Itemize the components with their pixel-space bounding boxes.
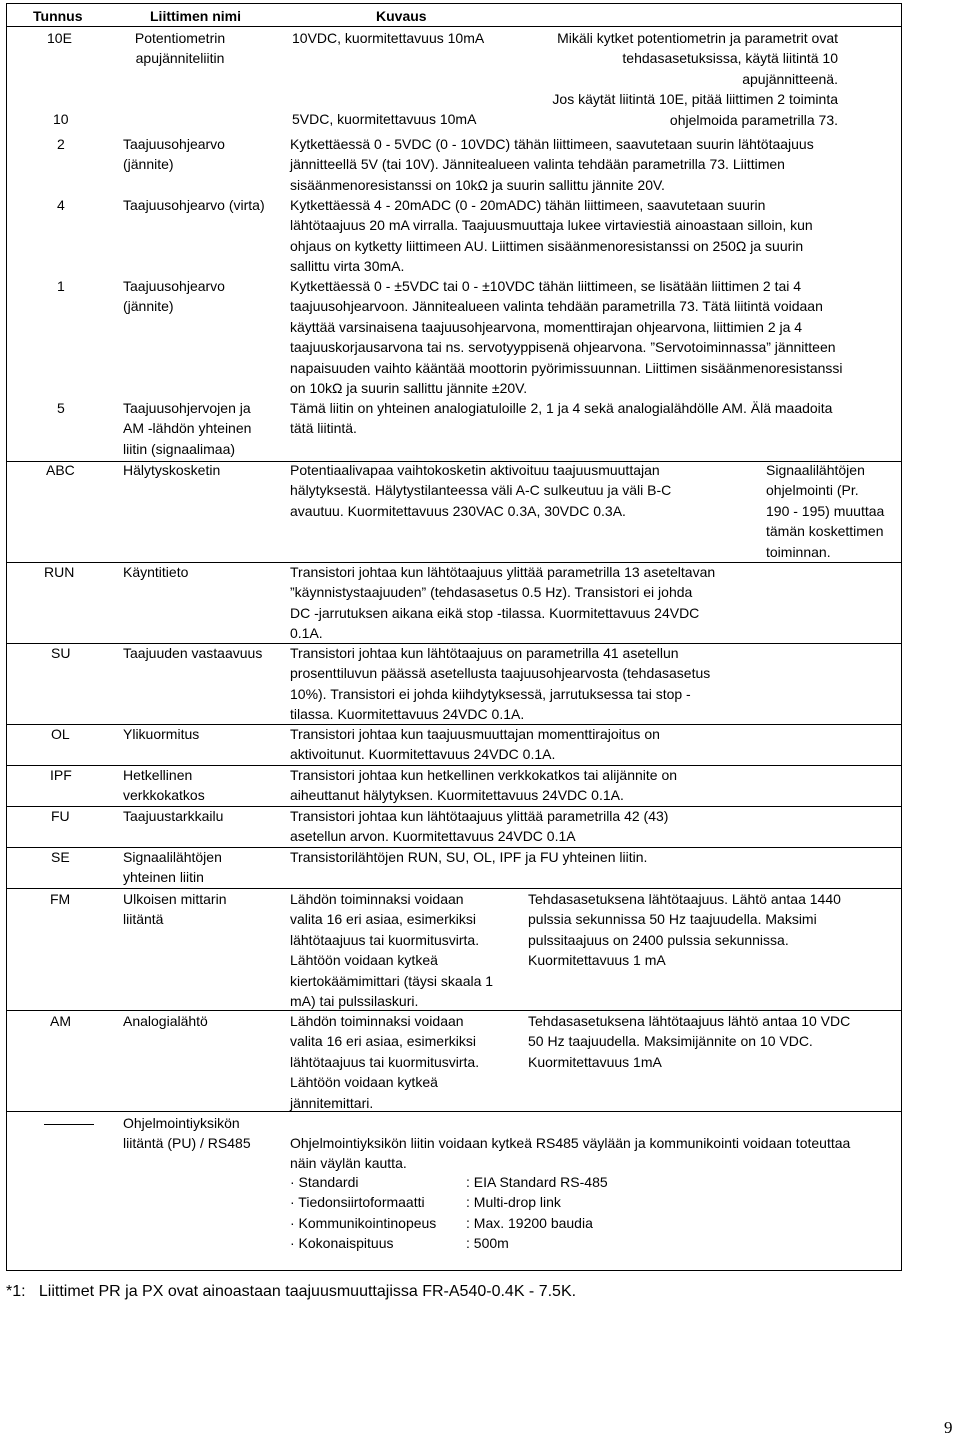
row-name: Taajuustarkkailu	[123, 808, 224, 824]
row-desc: Kytkettäessä 4 - 20mADC (0 - 20mADC) tähän liittimeen, saavutetaan suurin lähtötaajuus 20 mA virralla. Taajuusmuuttaja lukee virtaviestiä ainoastaan silloin, kun ohjaus on kytketty liittimeen AU. Liittimen sisäänmenoresistanssi on 250Ω ja suurin sallittu virta 30mA.	[290, 197, 813, 275]
row-note: Tehdasasetuksena lähtötaajuus. Lähtö antaa 1440 pulssia sekunnissa 50 Hz taajuudella. Maksimi pulssitaajuus on 2400 pulssia sekunnissa. Kuormitettavuus 1 mA	[528, 891, 841, 969]
row-name: Hälytyskosketin	[123, 462, 221, 478]
row-code: 5	[57, 400, 65, 416]
row-desc: 10VDC, kuormitettavuus 10mA	[292, 30, 485, 46]
row-name: Hetkellinen verkkokatkos	[123, 767, 205, 804]
row-desc: 5VDC, kuormitettavuus 10mA	[292, 111, 477, 127]
row-note: Mikäli kytket potentiometrin ja parametrit ovat tehdasasetuksissa, käytä liitintä 10 apujännitteenä. Jos käytät liitintä 10E, pitää liittimen 2 toiminta ohjelmoida parametrilla 73.	[552, 30, 838, 128]
row-code: SE	[51, 849, 70, 865]
row-name: Taajuusohjervojen ja AM -lähdön yhteinen liitin (signaalimaa)	[123, 400, 252, 457]
row-code: 2	[57, 136, 65, 152]
row-code: IPF	[50, 767, 72, 783]
rs485-spec-labels: · Standardi · Tiedonsiirtoformaatti · Kommunikointinopeus · Kokonaispituus	[290, 1174, 437, 1252]
dash-code	[44, 1124, 94, 1125]
row-desc: Kytkettäessä 0 - ±5VDC tai 0 - ±10VDC tähän liittimeen, se lisätään liittimen 2 tai 4 taajuusohjearvoon. Jännitealueen valinta tehdään parametrilla 73. Tätä liitintä voidaan käyttää varsinaisena taajuusohjearvona, momenttirajan ohjearvona, liittimien 2 ja 4 taajuuskorjausarvona tai ns. servotyyppisenä ohjearvona. ”Servotoiminnassa” jännitteen napaisuuden vaihto kääntää moottorin pyörimissuunnan. Liittimen sisäänmenoresistanssi on 10kΩ ja suurin sallittu jännite ±20V.	[290, 278, 843, 397]
row-name: Käyntitieto	[123, 564, 189, 580]
header-liittimen-nimi: Liittimen nimi	[150, 8, 241, 24]
row-desc: Transistori johtaa kun lähtötaajuus ylittää parametrilla 42 (43) asetellun arvon. Kuormitettavuus 24VDC 0.1A	[290, 808, 669, 845]
row-desc: Transistori johtaa kun lähtötaajuus on parametrilla 41 asetellun prosenttiluvun päässä asetellusta taajuusohjearvosta (tehdasasetus 10%). Transistori ei johda kiihdytyksessä, jarrutuksessa tai stop - tilassa. Kuormitettavuus 24VDC 0.1A.	[290, 645, 711, 723]
row-code: FU	[51, 808, 70, 824]
header-kuvaus: Kuvaus	[376, 8, 427, 24]
row-name: Taajuuden vastaavuus	[123, 645, 263, 661]
row-code: AM	[50, 1013, 71, 1029]
row-desc: Lähdön toiminnaksi voidaan valita 16 eri asiaa, esimerkiksi lähtötaajuus tai kuormitusvirta. Lähtöön voidaan kytkeä jännitemittari.	[290, 1013, 480, 1111]
rs485-spec-values: : EIA Standard RS-485 : Multi-drop link : Max. 19200 baudia : 500m	[466, 1174, 608, 1252]
row-name: Taajuusohjearvo (jännite)	[123, 136, 225, 173]
row-code: 10	[53, 111, 69, 127]
row-name: Taajuusohjearvo (jännite)	[123, 278, 225, 315]
row-code: FM	[50, 891, 71, 907]
row-note: Signaalilähtöjen ohjelmointi (Pr. 190 - 195) muuttaa tämän koskettimen toiminnan.	[766, 462, 885, 560]
row-note: Tehdasasetuksena lähtötaajuus lähtö antaa 10 VDC 50 Hz taajuudella. Maksimijännite on 10 VDC. Kuormitettavuus 1mA	[528, 1013, 851, 1070]
row-name: Ohjelmointiyksikön liitäntä (PU) / RS485	[123, 1115, 251, 1152]
row-name: Signaalilähtöjen yhteinen liitin	[123, 849, 222, 886]
row-desc: Potentiaalivapaa vaihtokosketin aktivoituu taajuusmuuttajan hälytyksestä. Hälytystilanteessa väli A-C sulkeutuu ja väli B-C avautuu. Kuormitettavuus 230VAC 0.3A, 30VDC 0.3A.	[290, 462, 672, 519]
header-divider	[6, 26, 902, 27]
row-desc: Kytkettäessä 0 - 5VDC (0 - 10VDC) tähän liittimeen, saavutetaan suurin lähtötaajuus jännitteellä 5V (tai 10V). Jännitealueen valinta tehdään parametrilla 73. Liittimen sisäänmenoresistanssi on 10kΩ ja suurin sallittu jännite 20V.	[290, 136, 814, 193]
row-name: Ylikuormitus	[123, 726, 200, 742]
row-code: RUN	[44, 564, 75, 580]
row-name: Ulkoisen mittarin liitäntä	[123, 891, 227, 928]
footnote: *1: Liittimet PR ja PX ovat ainoastaan taajuusmuuttajissa FR-A540-0.4K - 7.5K.	[6, 1283, 577, 1300]
row-name: Analogialähtö	[123, 1013, 208, 1029]
row-code: 4	[57, 197, 65, 213]
row-desc: Transistori johtaa kun hetkellinen verkkokatkos tai alijännite on aiheuttanut hälytyksen. Kuormitettavuus 24VDC 0.1A.	[290, 767, 678, 804]
row-name: Potentiometrin apujänniteliitin	[134, 30, 226, 67]
row-desc: Lähdön toiminnaksi voidaan valita 16 eri asiaa, esimerkiksi lähtötaajuus tai kuormitusvirta. Lähtöön voidaan kytkeä kiertokäämimittari (täysi skaala 1 mA) tai pulssilaskuri.	[290, 891, 494, 1010]
header-tunnus: Tunnus	[33, 8, 83, 24]
row-code: SU	[51, 645, 71, 661]
row-desc: Transistorilähtöjen RUN, SU, OL, IPF ja FU yhteinen liitin.	[290, 849, 648, 865]
row-desc: Ohjelmointiyksikön liitin voidaan kytkeä RS485 väylään ja kommunikointi voidaan toteuttaa näin väylän kautta.	[290, 1135, 851, 1172]
row-name: Taajuusohjearvo (virta)	[123, 197, 265, 213]
row-code: 10E	[47, 30, 72, 46]
row-desc: Transistori johtaa kun taajuusmuuttajan momenttirajoitus on aktivoitunut. Kuormitettavuus 24VDC 0.1A.	[290, 726, 660, 763]
row-desc: Tämä liitin on yhteinen analogiatuloille 2, 1 ja 4 sekä analogialähdölle AM. Älä maadoita tätä liitintä.	[290, 400, 833, 437]
row-code: 1	[57, 278, 65, 294]
row-code: ABC	[46, 462, 75, 478]
row-desc: Transistori johtaa kun lähtötaajuus ylittää parametrilla 13 aseteltavan ”käynnistystaajuuden” (tehdasasetus 0.5 Hz). Transistori ei johda DC -jarrutuksen aikana eikä stop -tilassa. Kuormitettavuus 24VDC 0.1A.	[290, 564, 716, 642]
page-number: 9	[944, 1418, 953, 1437]
row-code: OL	[51, 726, 70, 742]
